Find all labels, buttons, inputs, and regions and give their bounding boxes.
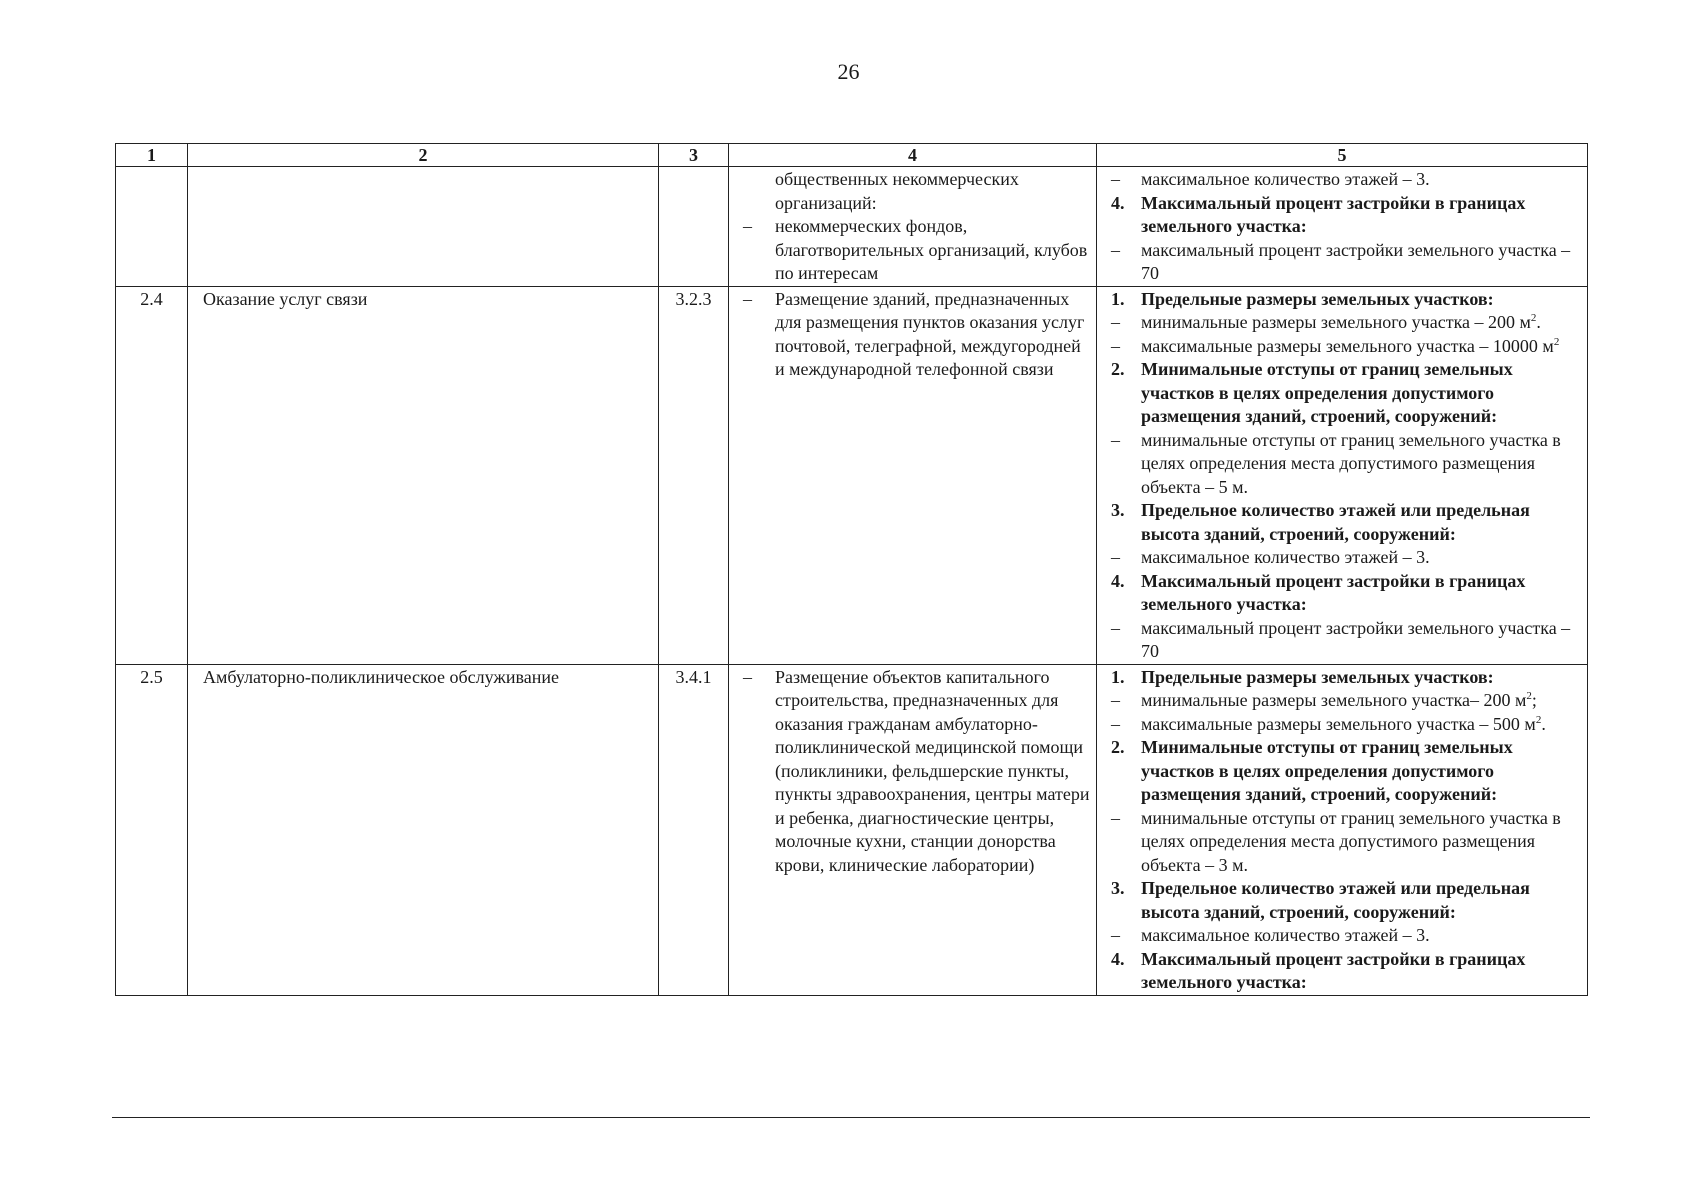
parameters-cell (1097, 286, 1588, 664)
parameter-main-text: максимальное количество этажей – 3. (1141, 925, 1430, 945)
list-number: 4. (1111, 192, 1125, 213)
table-row (116, 664, 1588, 995)
parameter-main-text: Предельные размеры земельных участков: (1141, 666, 1494, 687)
parameter-text (1141, 358, 1583, 429)
bullet-dash: – (1111, 312, 1120, 332)
parameter-main-text: Минимальные отступы от границ земельных участков в целях определения допустимого размещения зданий, строений, сооружений: (1141, 737, 1513, 804)
use-code-cell (659, 286, 729, 664)
superscript: 2 (1526, 690, 1532, 702)
row-number: 2.5 (140, 666, 163, 687)
bullet-dash: – (743, 216, 752, 236)
row-number: 2.4 (140, 288, 163, 309)
parameter-text (1141, 924, 1583, 948)
bullet-dash: – (1111, 547, 1120, 567)
parameter-heading (1103, 736, 1583, 807)
use-description-cell (729, 286, 1097, 664)
footer-divider (112, 1117, 1590, 1118)
table-row (116, 167, 1588, 287)
parameter-text (1141, 948, 1583, 995)
bullet-dash: – (1111, 713, 1120, 734)
bullet-dash: – (1111, 429, 1120, 450)
parameter-heading (1103, 358, 1583, 429)
parameter-item (1103, 617, 1583, 664)
use-description-cell (729, 167, 1097, 287)
use-name-cell (188, 167, 659, 287)
parameter-item (1103, 713, 1583, 737)
bullet-dash: – (1111, 169, 1120, 189)
parameter-heading (1103, 570, 1583, 617)
parameter-heading (1103, 499, 1583, 546)
use-name-cell (188, 286, 659, 664)
row-number-cell (116, 167, 188, 287)
parameter-main-text: минимальные размеры земельного участка– 200 м (1141, 690, 1527, 710)
column-header: 4 (729, 144, 1097, 167)
parameter-main-text: максимальное количество этажей – 3. (1141, 547, 1430, 567)
parameter-main-text: максимальные размеры земельного участка – 10000 м (1141, 335, 1554, 356)
parameter-text (1141, 713, 1583, 737)
parameter-text (1141, 239, 1583, 286)
parameter-main-text: минимальные отступы от границ земельного участка в целях определения места допустимого размещения объекта – 5 м. (1141, 429, 1561, 497)
table-row (116, 286, 1588, 664)
description-text: Размещение объектов капитального строительства, предназначенных для оказания гражданам амбулаторно-поликлинической медицинской помощи (поликлиники, фельдшерские пункты, пункты здравоохранения, центры матери и ребенка, диагностические центры, молочные кухни, станции донорства крови, клинические лаборатории) (775, 666, 1090, 875)
parameter-main-text: максимальные размеры земельного участка – 500 м (1141, 713, 1536, 734)
parameter-text (1141, 689, 1583, 713)
parameter-main-text: максимальный процент застройки земельного участка – 70 (1141, 617, 1571, 661)
bullet-dash: – (743, 288, 752, 309)
superscript: 2 (1530, 312, 1537, 324)
parameter-item (1103, 429, 1583, 500)
use-name-cell (188, 664, 659, 995)
column-header: 1 (116, 144, 188, 167)
bullet-dash: – (743, 666, 752, 687)
trailing-punctuation: ; (1531, 690, 1537, 710)
list-number: 4. (1111, 948, 1125, 969)
parameter-text (1141, 666, 1583, 690)
use-code-cell (659, 167, 729, 287)
use-name: Оказание услуг связи (203, 288, 368, 309)
parameter-heading (1103, 288, 1583, 312)
description-text: некоммерческих фондов, благотворительных организаций, клубов по интересам (775, 216, 1088, 283)
parameter-text (1141, 192, 1583, 239)
parameter-main-text: Минимальные отступы от границ земельных участков в целях определения допустимого размещения зданий, строений, сооружений: (1141, 359, 1513, 426)
parameter-text (1141, 168, 1583, 192)
parameter-item (1103, 807, 1583, 878)
parameter-text (1141, 546, 1583, 570)
column-header: 2 (188, 144, 659, 167)
column-header: 3 (659, 144, 729, 167)
parameter-text (1141, 288, 1583, 312)
trailing-punctuation: . (1536, 312, 1541, 332)
description-text: Размещение зданий, предназначенных для размещения пунктов оказания услуг почтовой, телеграфной, междугородней и международной телефонной связи (775, 288, 1085, 379)
parameter-main-text: минимальные отступы от границ земельного участка в целях определения места допустимого размещения объекта – 3 м. (1141, 807, 1561, 875)
parameter-item (1103, 689, 1583, 713)
parameter-main-text: Максимальный процент застройки в границах земельного участка: (1141, 570, 1526, 614)
parameter-text (1141, 736, 1583, 807)
superscript: 2 (1535, 713, 1542, 726)
use-code-cell (659, 664, 729, 995)
use-name: Амбулаторно-поликлиническое обслуживание (203, 666, 559, 687)
list-number: 2. (1111, 737, 1125, 757)
use-code: 3.4.1 (675, 666, 712, 687)
list-number: 3. (1111, 878, 1125, 898)
parameter-main-text: Предельное количество этажей или предельная высота зданий, строений, сооружений: (1141, 500, 1530, 544)
parameter-text (1141, 499, 1583, 546)
parameter-main-text: максимальное количество этажей – 3. (1141, 169, 1430, 189)
parameter-text (1141, 617, 1583, 664)
use-code: 3.2.3 (675, 288, 712, 309)
bullet-dash: – (1111, 690, 1120, 710)
table-header-row (116, 144, 1588, 167)
trailing-punctuation: . (1541, 713, 1546, 734)
parameter-text (1141, 335, 1583, 359)
parameters-cell (1097, 167, 1588, 287)
parameter-text (1141, 570, 1583, 617)
description-text: общественных некоммерческих организаций: (775, 169, 1019, 213)
parameter-heading (1103, 192, 1583, 239)
parameter-heading (1103, 877, 1583, 924)
row-number-cell (116, 664, 188, 995)
parameter-item (1103, 546, 1583, 570)
bullet-dash: – (1111, 335, 1120, 356)
description-line (735, 215, 1092, 286)
parameter-item (1103, 335, 1583, 359)
list-number: 1. (1111, 666, 1125, 687)
superscript: 2 (1553, 335, 1560, 348)
bullet-dash: – (1111, 925, 1120, 945)
parameter-heading (1103, 948, 1583, 995)
description-line (735, 666, 1092, 878)
parameter-item (1103, 924, 1583, 948)
parameter-main-text: Максимальный процент застройки в границах земельного участка: (1141, 948, 1526, 992)
bullet-dash: – (1111, 617, 1120, 638)
bullet-dash: – (1111, 239, 1120, 260)
parameter-item (1103, 168, 1583, 192)
parameter-text (1141, 311, 1583, 335)
parameter-main-text: максимальный процент застройки земельного участка – 70 (1141, 239, 1571, 283)
list-number: 4. (1111, 570, 1125, 591)
parameter-text (1141, 429, 1583, 500)
list-number: 1. (1111, 288, 1125, 309)
page-number: 26 (837, 59, 860, 84)
row-number-cell (116, 286, 188, 664)
list-number: 3. (1111, 500, 1125, 520)
parameter-item (1103, 239, 1583, 286)
parameter-item (1103, 311, 1583, 335)
description-line (735, 288, 1092, 382)
use-description-cell (729, 664, 1097, 995)
parameter-heading (1103, 666, 1583, 690)
list-number: 2. (1111, 359, 1125, 379)
parameter-main-text: Предельные размеры земельных участков: (1141, 288, 1494, 309)
parameter-text (1141, 807, 1583, 878)
parameter-main-text: Предельное количество этажей или предельная высота зданий, строений, сооружений: (1141, 878, 1530, 922)
zoning-table (115, 143, 1588, 996)
description-line (735, 168, 1092, 215)
parameter-main-text: минимальные размеры земельного участка – 200 м (1141, 312, 1531, 332)
column-header: 5 (1097, 144, 1588, 167)
parameters-cell (1097, 664, 1588, 995)
bullet-dash: – (1111, 807, 1120, 828)
parameter-text (1141, 877, 1583, 924)
parameter-main-text: Максимальный процент застройки в границах земельного участка: (1141, 192, 1526, 236)
